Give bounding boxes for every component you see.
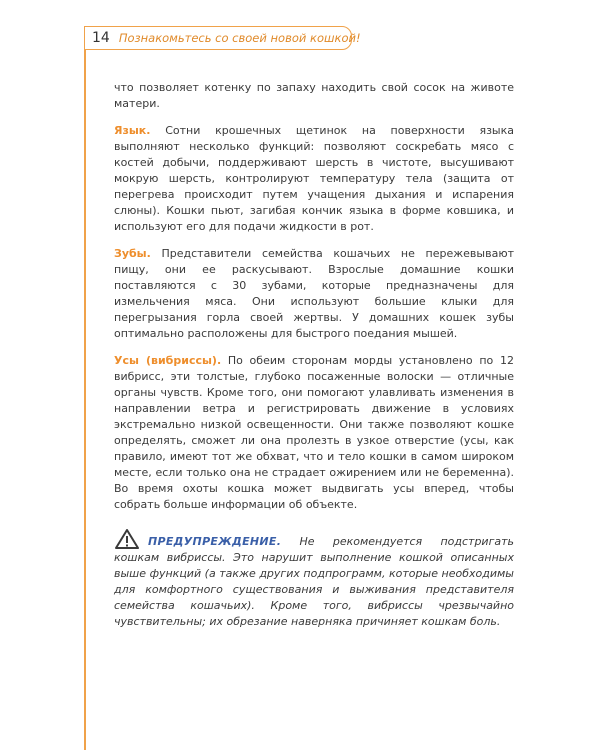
paragraph-intro: что позволяет котенку по запаху находить свой сосок на животе матери. [114,81,514,110]
page-number: 14 [92,30,110,46]
term-whiskers: Усы (вибриссы). [114,354,222,367]
term-tongue: Язык. [114,124,151,137]
term-teeth: Зубы. [114,247,151,260]
page-header [84,26,361,50]
text-whiskers: По обеим сторонам морды установлено по 12 вибрисс, эти толстые, глубоко посаженные волоски — отличные органы чувств. Кроме того, они помогают улавливать изменения в направлении ветра и регистрировать движение в условиях экстремально низкой освещенности. Они также позволяют кошке определять, сможет ли она пролезть в узкое отверстие (усы, как правило, имеют тот же обхват, что и тело кошки в самом широком месте, если только она не страдает ожирением или не беременна). Во время охоты кошка может выдвигать усы вперед, чтобы собрать больше информации об объекте. [114,354,514,511]
warning-triangle-icon [114,528,140,550]
text-teeth: Представители семейства кошачьих не пережевывают пищу, они ее раскусывают. Взрослые домашние кошки поставляются с 30 зубами, которые предназначены для измельчения мяса. Они используют большие клыки для перегрызания горла своей жертвы. У домашних кошек зубы оптимально расположены для быстрого поедания мышей. [114,247,514,340]
warning-box [114,528,514,630]
chapter-title: Познакомьтесь со своей новой кошкой! [118,31,361,45]
paragraph-teeth [114,246,514,342]
warning-text: Не рекомендуется подстригать кошкам вибриссы. Это нарушит выполнение кошкой описанных выше функций (а также других подпрограмм, которые необходимы для комфортного существования и выживания представителя семейства кошачьих). Кроме того, вибриссы чрезвычайно чувствительны; их обрезание наверняка причиняет кошкам боль. [114,535,514,628]
body-text [114,80,514,524]
paragraph-tongue [114,123,514,235]
warning-label: ПРЕДУПРЕЖДЕНИЕ. [148,535,282,548]
paragraph-whiskers [114,353,514,513]
text-tongue: Сотни крошечных щетинок на поверхности языка выполняют несколько функций: позволяют соскребать мясо с костей добычи, поддерживают шерсть в чистоте, высушивают мокрую шерсть, контролируют температуру тела (защита от перегрева происходит путем учащения дыхания и испарения слюны). Кошки пьют, загибая кончик языка в форме ковшика, и используют его для подачи жидкости в рот. [114,124,514,233]
left-margin-rule [84,49,86,750]
